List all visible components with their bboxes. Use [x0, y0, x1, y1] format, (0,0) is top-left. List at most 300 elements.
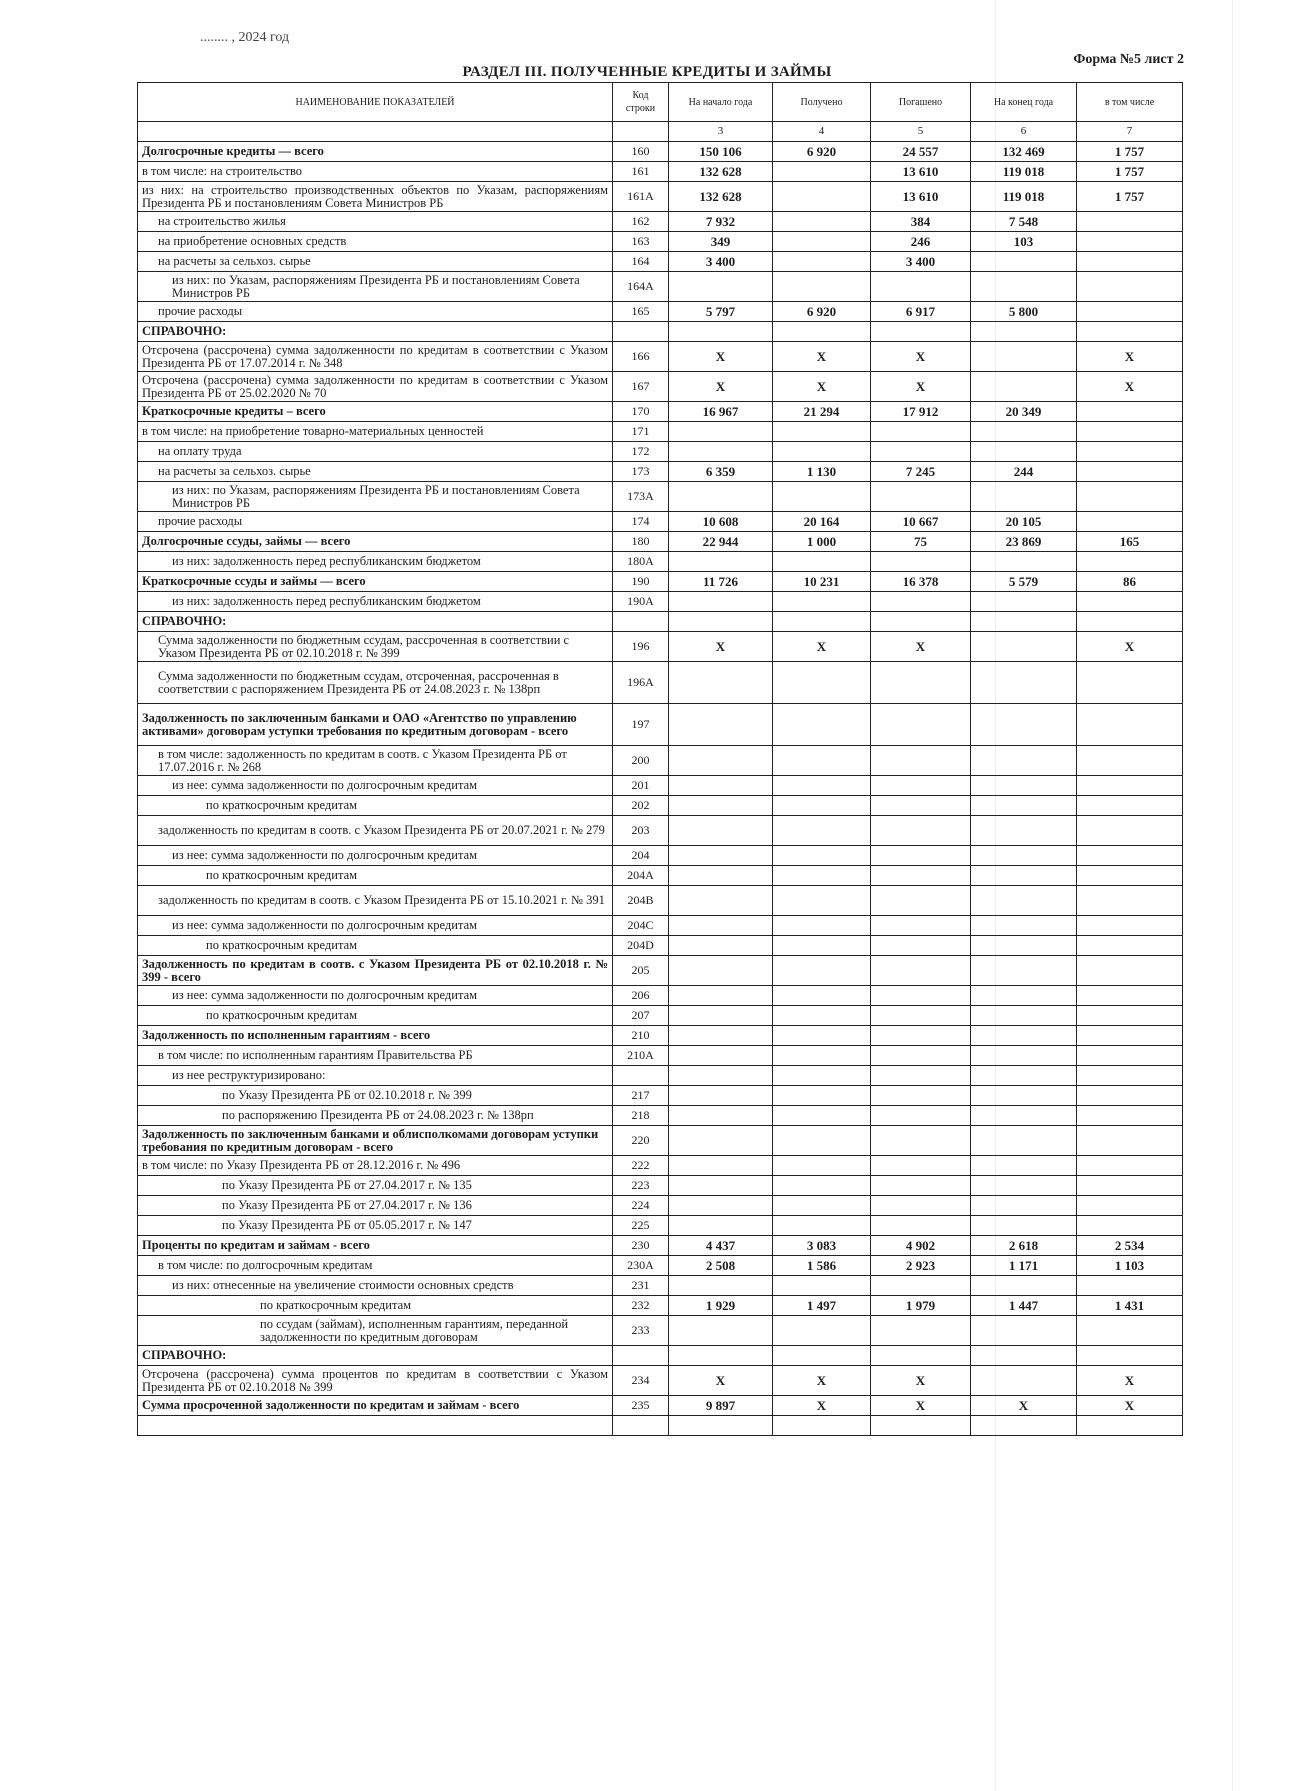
- row-code: [613, 1066, 669, 1086]
- row-value-c5: [871, 1086, 971, 1106]
- row-name: по Указу Президента РБ от 27.04.2017 г. № 136: [138, 1196, 613, 1216]
- row-name: по краткосрочным кредитам: [138, 936, 613, 956]
- row-name: СПРАВОЧНО:: [138, 612, 613, 632]
- row-value-c3: [669, 1216, 773, 1236]
- row-value-c3: 4 437: [669, 1236, 773, 1256]
- row-value-c6: [971, 252, 1077, 272]
- row-name: Краткосрочные кредиты – всего: [138, 402, 613, 422]
- table-row: [138, 986, 1183, 1006]
- row-value-c4: [773, 916, 871, 936]
- row-value-c4: [773, 936, 871, 956]
- row-value-c5: [871, 1066, 971, 1086]
- col-number: [138, 122, 613, 142]
- row-value-c4: [773, 986, 871, 1006]
- table-row: [138, 462, 1183, 482]
- row-code: 223: [613, 1176, 669, 1196]
- row-value-c7: 165: [1077, 532, 1183, 552]
- table-row: [138, 212, 1183, 232]
- row-value-c7: [1077, 1176, 1183, 1196]
- row-value-c5: [871, 1216, 971, 1236]
- row-value-c5: [871, 746, 971, 776]
- row-value-c7: [1077, 986, 1183, 1006]
- row-value-c3: 6 359: [669, 462, 773, 482]
- row-code: 225: [613, 1216, 669, 1236]
- row-code: [613, 1346, 669, 1366]
- row-code: 196: [613, 632, 669, 662]
- row-value-c7: 2 534: [1077, 1236, 1183, 1256]
- form-label: Форма №5 лист 2: [1073, 52, 1184, 67]
- row-value-c7: [1077, 592, 1183, 612]
- row-value-c7: [1077, 1216, 1183, 1236]
- row-value-c7: [1077, 846, 1183, 866]
- table-row: [138, 252, 1183, 272]
- row-value-c7: X: [1077, 1366, 1183, 1396]
- row-code: 233: [613, 1316, 669, 1346]
- row-value-c5: [871, 1106, 971, 1126]
- table-row: [138, 592, 1183, 612]
- row-value-c5: [871, 422, 971, 442]
- row-value-c3: [669, 796, 773, 816]
- row-value-c4: [773, 1026, 871, 1046]
- table-row: [138, 632, 1183, 662]
- table-row: [138, 572, 1183, 592]
- row-value-c5: 6 917: [871, 302, 971, 322]
- row-value-c6: [971, 1106, 1077, 1126]
- row-value-c5: [871, 662, 971, 704]
- row-value-c6: [971, 552, 1077, 572]
- row-value-c4: [773, 1046, 871, 1066]
- row-value-c6: 1 171: [971, 1256, 1077, 1276]
- row-code: 162: [613, 212, 669, 232]
- row-value-c6: 20 349: [971, 402, 1077, 422]
- row-name: в том числе: на строительство: [138, 162, 613, 182]
- table-row: [138, 1216, 1183, 1236]
- row-code: 173: [613, 462, 669, 482]
- row-code: 164А: [613, 272, 669, 302]
- section-title: РАЗДЕЛ III. ПОЛУЧЕННЫЕ КРЕДИТЫ И ЗАЙМЫ: [462, 64, 832, 80]
- row-value-c6: [971, 796, 1077, 816]
- row-name: из нее: сумма задолженности по долгосрочным кредитам: [138, 916, 613, 936]
- row-code: 210: [613, 1026, 669, 1046]
- row-code: 190: [613, 572, 669, 592]
- row-value-c6: [971, 1216, 1077, 1236]
- row-value-c3: [669, 322, 773, 342]
- row-value-c5: [871, 482, 971, 512]
- col-number: 3: [669, 122, 773, 142]
- row-value-c6: [971, 1026, 1077, 1046]
- table-row: [138, 846, 1183, 866]
- row-value-c4: 1 000: [773, 532, 871, 552]
- row-value-c6: [971, 916, 1077, 936]
- row-name: по Указу Президента РБ от 05.05.2017 г. № 147: [138, 1216, 613, 1236]
- row-value-c5: [871, 796, 971, 816]
- row-code: 201: [613, 776, 669, 796]
- row-code: 231: [613, 1276, 669, 1296]
- row-value-c3: [669, 866, 773, 886]
- row-value-c6: [971, 322, 1077, 342]
- row-value-c7: [1077, 512, 1183, 532]
- row-value-c7: [1077, 1126, 1183, 1156]
- table-row: [138, 1006, 1183, 1026]
- table-row: [138, 1236, 1183, 1256]
- row-value-c7: 1 757: [1077, 142, 1183, 162]
- row-value-c7: 1 431: [1077, 1296, 1183, 1316]
- row-code: 171: [613, 422, 669, 442]
- row-value-c5: [871, 1026, 971, 1046]
- row-value-c4: [773, 1196, 871, 1216]
- row-value-c6: [971, 1126, 1077, 1156]
- row-value-c3: [669, 986, 773, 1006]
- row-value-c6: X: [971, 1396, 1077, 1416]
- row-code: 170: [613, 402, 669, 422]
- row-name: по распоряжению Президента РБ от 24.08.2023 г. № 138рп: [138, 1106, 613, 1126]
- row-code: 205: [613, 956, 669, 986]
- row-value-c4: X: [773, 342, 871, 372]
- row-code: 204: [613, 846, 669, 866]
- table-row: [138, 1156, 1183, 1176]
- row-code: 203: [613, 816, 669, 846]
- row-code: 204А: [613, 866, 669, 886]
- row-value-c3: [669, 482, 773, 512]
- row-value-c5: [871, 1156, 971, 1176]
- row-value-c5: X: [871, 632, 971, 662]
- row-value-c4: [773, 796, 871, 816]
- row-value-c7: X: [1077, 342, 1183, 372]
- table-row: [138, 302, 1183, 322]
- row-value-c3: [669, 1276, 773, 1296]
- row-name: в том числе: по Указу Президента РБ от 28.12.2016 г. № 496: [138, 1156, 613, 1176]
- row-code: 235: [613, 1396, 669, 1416]
- row-value-c4: [773, 442, 871, 462]
- row-value-c3: [669, 1046, 773, 1066]
- row-value-c5: [871, 1316, 971, 1346]
- row-value-c7: [1077, 322, 1183, 342]
- row-code: 204D: [613, 936, 669, 956]
- row-name: СПРАВОЧНО:: [138, 1346, 613, 1366]
- col-header-start: На начало года: [669, 83, 773, 122]
- row-value-c6: [971, 372, 1077, 402]
- row-value-c6: 23 869: [971, 532, 1077, 552]
- row-value-c5: 13 610: [871, 182, 971, 212]
- row-value-c3: 2 508: [669, 1256, 773, 1276]
- row-name: из нее: сумма задолженности по долгосрочным кредитам: [138, 846, 613, 866]
- row-value-c3: 11 726: [669, 572, 773, 592]
- row-value-c5: 246: [871, 232, 971, 252]
- row-code: 202: [613, 796, 669, 816]
- col-header-incl: в том числе: [1077, 83, 1183, 122]
- row-value-c7: [1077, 662, 1183, 704]
- row-value-c4: [773, 866, 871, 886]
- row-value-c7: [1077, 1346, 1183, 1366]
- row-value-c5: X: [871, 1396, 971, 1416]
- row-code: 230А: [613, 1256, 669, 1276]
- row-value-c6: [971, 886, 1077, 916]
- row-value-c5: [871, 1416, 971, 1436]
- row-value-c7: [1077, 746, 1183, 776]
- row-value-c7: [1077, 1106, 1183, 1126]
- col-number: 7: [1077, 122, 1183, 142]
- row-value-c6: [971, 342, 1077, 372]
- row-value-c4: [773, 422, 871, 442]
- row-code: 220: [613, 1126, 669, 1156]
- row-value-c3: 150 106: [669, 142, 773, 162]
- row-name: Задолженность по исполненным гарантиям - всего: [138, 1026, 613, 1046]
- row-code: 160: [613, 142, 669, 162]
- row-value-c5: 13 610: [871, 162, 971, 182]
- row-value-c7: [1077, 776, 1183, 796]
- row-name: задолженность по кредитам в соотв. с Указом Президента РБ от 15.10.2021 г. № 391: [138, 886, 613, 916]
- row-value-c4: [773, 886, 871, 916]
- row-name: из них: по Указам, распоряжениям Президента РБ и постановлениям Совета Министров РБ: [138, 272, 613, 302]
- row-value-c5: 75: [871, 532, 971, 552]
- table-row: [138, 1396, 1183, 1416]
- row-name: из нее реструктуризировано:: [138, 1066, 613, 1086]
- row-value-c3: [669, 1176, 773, 1196]
- row-value-c6: [971, 612, 1077, 632]
- row-value-c4: 1 586: [773, 1256, 871, 1276]
- row-value-c4: [773, 956, 871, 986]
- row-value-c4: [773, 182, 871, 212]
- table-row: [138, 1066, 1183, 1086]
- row-value-c6: [971, 704, 1077, 746]
- row-name: в том числе: по долгосрочным кредитам: [138, 1256, 613, 1276]
- row-value-c3: [669, 746, 773, 776]
- row-value-c3: [669, 592, 773, 612]
- row-value-c4: [773, 1346, 871, 1366]
- row-value-c4: 20 164: [773, 512, 871, 532]
- row-value-c6: 20 105: [971, 512, 1077, 532]
- table-row: [138, 422, 1183, 442]
- row-value-c3: [669, 1106, 773, 1126]
- row-value-c5: [871, 552, 971, 572]
- table-row: [138, 512, 1183, 532]
- row-value-c7: [1077, 1156, 1183, 1176]
- table-row: [138, 1126, 1183, 1156]
- row-value-c3: [669, 422, 773, 442]
- row-value-c7: 86: [1077, 572, 1183, 592]
- row-value-c4: 3 083: [773, 1236, 871, 1256]
- table-row: [138, 322, 1183, 342]
- table-row: [138, 442, 1183, 462]
- row-value-c6: 119 018: [971, 162, 1077, 182]
- table-row: [138, 1026, 1183, 1046]
- row-code: 161: [613, 162, 669, 182]
- row-value-c3: [669, 1346, 773, 1366]
- row-value-c7: [1077, 272, 1183, 302]
- row-value-c6: [971, 846, 1077, 866]
- table-row: [138, 1106, 1183, 1126]
- table-row: [138, 1366, 1183, 1396]
- row-code: 234: [613, 1366, 669, 1396]
- row-value-c6: [971, 1316, 1077, 1346]
- row-code: 172: [613, 442, 669, 462]
- col-header-code: Код строки: [613, 83, 669, 122]
- row-code: 167: [613, 372, 669, 402]
- table-row: [138, 866, 1183, 886]
- row-value-c4: X: [773, 632, 871, 662]
- row-value-c4: X: [773, 372, 871, 402]
- row-code: 190А: [613, 592, 669, 612]
- row-value-c5: 2 923: [871, 1256, 971, 1276]
- table-row: [138, 162, 1183, 182]
- row-name: на расчеты за сельхоз. сырье: [138, 462, 613, 482]
- row-value-c6: [971, 272, 1077, 302]
- row-value-c3: [669, 886, 773, 916]
- table-row: [138, 402, 1183, 422]
- table-row: [138, 272, 1183, 302]
- row-name: Сумма задолженности по бюджетным ссудам, отсроченная, рассроченная в соответствии с распоряжением Президента РБ от 24.08.2023 г. № 138рп: [138, 662, 613, 704]
- row-name: на оплату труда: [138, 442, 613, 462]
- row-value-c6: [971, 986, 1077, 1006]
- table-row: [138, 182, 1183, 212]
- row-name: Задолженность по заключенным банками и облисполкомами договорам уступки требования по кредитным договорам - всего: [138, 1126, 613, 1156]
- row-value-c3: [669, 1066, 773, 1086]
- table-row: [138, 1256, 1183, 1276]
- table-row: [138, 372, 1183, 402]
- row-value-c4: [773, 1176, 871, 1196]
- row-value-c5: X: [871, 372, 971, 402]
- row-value-c7: [1077, 612, 1183, 632]
- row-value-c4: [773, 662, 871, 704]
- row-value-c4: [773, 846, 871, 866]
- table-row: [138, 142, 1183, 162]
- table-row: [138, 1176, 1183, 1196]
- row-value-c5: [871, 1196, 971, 1216]
- table-row: [138, 1196, 1183, 1216]
- row-code: 164: [613, 252, 669, 272]
- row-value-c4: [773, 1006, 871, 1026]
- row-value-c3: [669, 776, 773, 796]
- row-code: 200: [613, 746, 669, 776]
- row-value-c6: [971, 1196, 1077, 1216]
- row-code: 224: [613, 1196, 669, 1216]
- col-number: 5: [871, 122, 971, 142]
- row-value-c5: [871, 886, 971, 916]
- row-value-c6: [971, 1346, 1077, 1366]
- row-name: Отсрочена (рассрочена) сумма процентов по кредитам в соответствии с Указом Президента РБ от 02.10.2018 № 399: [138, 1366, 613, 1396]
- row-value-c7: [1077, 402, 1183, 422]
- row-value-c7: [1077, 1026, 1183, 1046]
- row-value-c3: 9 897: [669, 1396, 773, 1416]
- row-code: 206: [613, 986, 669, 1006]
- row-value-c5: [871, 442, 971, 462]
- col-header-name: НАИМЕНОВАНИЕ ПОКАЗАТЕЛЕЙ: [138, 83, 613, 122]
- row-value-c5: [871, 272, 971, 302]
- row-name: Долгосрочные кредиты — всего: [138, 142, 613, 162]
- row-name: на приобретение основных средств: [138, 232, 613, 252]
- table-row: [138, 482, 1183, 512]
- row-value-c6: 2 618: [971, 1236, 1077, 1256]
- row-value-c6: [971, 936, 1077, 956]
- row-value-c7: [1077, 232, 1183, 252]
- row-value-c7: X: [1077, 372, 1183, 402]
- row-value-c3: 132 628: [669, 182, 773, 212]
- row-name: Долгосрочные ссуды, займы — всего: [138, 532, 613, 552]
- row-value-c7: [1077, 956, 1183, 986]
- row-value-c7: [1077, 252, 1183, 272]
- row-value-c4: [773, 1106, 871, 1126]
- row-value-c6: [971, 1006, 1077, 1026]
- row-code: 204С: [613, 916, 669, 936]
- row-value-c5: 384: [871, 212, 971, 232]
- row-name: из них: отнесенные на увеличение стоимости основных средств: [138, 1276, 613, 1296]
- row-value-c4: [773, 1416, 871, 1436]
- row-value-c6: 103: [971, 232, 1077, 252]
- table-row: [138, 816, 1183, 846]
- row-value-c3: [669, 846, 773, 866]
- row-value-c6: [971, 592, 1077, 612]
- row-value-c6: [971, 956, 1077, 986]
- row-code: 161А: [613, 182, 669, 212]
- row-value-c6: 244: [971, 462, 1077, 482]
- row-value-c6: [971, 482, 1077, 512]
- table-row: [138, 1316, 1183, 1346]
- row-value-c3: 22 944: [669, 532, 773, 552]
- row-value-c6: [971, 1066, 1077, 1086]
- row-value-c3: [669, 272, 773, 302]
- row-value-c5: [871, 1126, 971, 1156]
- row-value-c6: 132 469: [971, 142, 1077, 162]
- row-code: 204В: [613, 886, 669, 916]
- row-value-c7: [1077, 1276, 1183, 1296]
- table-row: [138, 886, 1183, 916]
- row-code: 230: [613, 1236, 669, 1256]
- row-value-c4: [773, 232, 871, 252]
- row-value-c4: [773, 252, 871, 272]
- row-value-c5: [871, 322, 971, 342]
- row-name: по Указу Президента РБ от 27.04.2017 г. № 135: [138, 1176, 613, 1196]
- row-code: 217: [613, 1086, 669, 1106]
- row-name: в том числе: по исполненным гарантиям Правительства РБ: [138, 1046, 613, 1066]
- row-code: 174: [613, 512, 669, 532]
- row-name: на расчеты за сельхоз. сырье: [138, 252, 613, 272]
- row-value-c4: 10 231: [773, 572, 871, 592]
- row-value-c3: [669, 956, 773, 986]
- table-row: [138, 1276, 1183, 1296]
- top-note: ........ , 2024 год: [200, 30, 290, 45]
- row-value-c4: [773, 552, 871, 572]
- row-code: 222: [613, 1156, 669, 1176]
- row-value-c4: [773, 612, 871, 632]
- row-value-c3: X: [669, 1366, 773, 1396]
- table-row: [138, 956, 1183, 986]
- table-row: [138, 552, 1183, 572]
- row-value-c6: 5 579: [971, 572, 1077, 592]
- row-value-c7: [1077, 1086, 1183, 1106]
- row-code: 163: [613, 232, 669, 252]
- row-value-c3: [669, 1156, 773, 1176]
- row-value-c5: [871, 846, 971, 866]
- row-value-c5: 16 378: [871, 572, 971, 592]
- row-value-c4: [773, 746, 871, 776]
- table-row: [138, 776, 1183, 796]
- row-value-c4: [773, 1066, 871, 1086]
- row-name: прочие расходы: [138, 512, 613, 532]
- row-name: из них: на строительство производственных объектов по Указам, распоряжениям Президента РБ и постановлениям Совета Министров РБ: [138, 182, 613, 212]
- table-row: [138, 916, 1183, 936]
- row-name: по краткосрочным кредитам: [138, 1006, 613, 1026]
- row-name: СПРАВОЧНО:: [138, 322, 613, 342]
- row-code: 196А: [613, 662, 669, 704]
- row-value-c3: [669, 1316, 773, 1346]
- row-value-c3: [669, 552, 773, 572]
- row-value-c3: [669, 1026, 773, 1046]
- row-value-c6: [971, 1156, 1077, 1176]
- row-value-c3: [669, 816, 773, 846]
- row-value-c5: 17 912: [871, 402, 971, 422]
- row-value-c3: 3 400: [669, 252, 773, 272]
- row-value-c3: [669, 1006, 773, 1026]
